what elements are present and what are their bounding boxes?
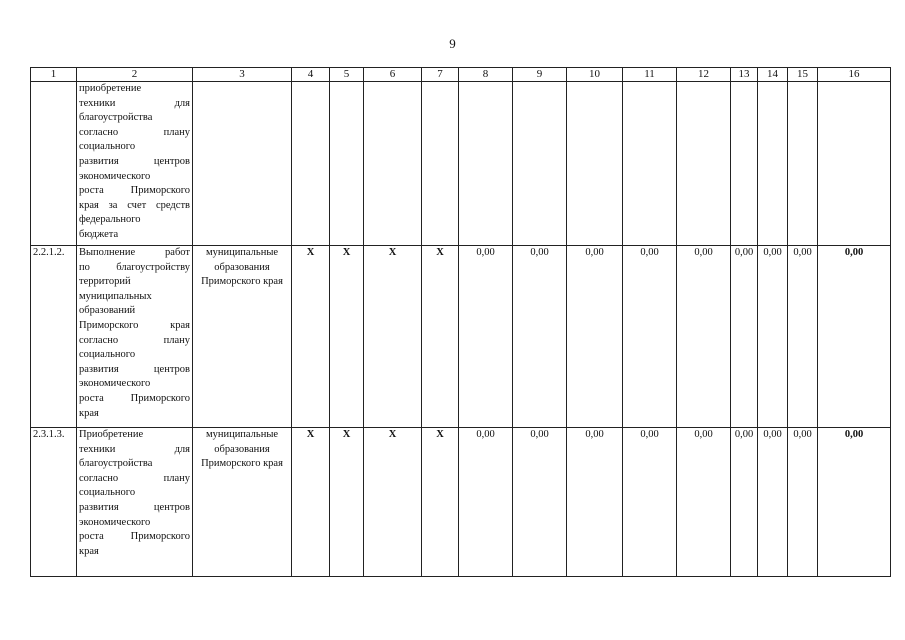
row-code <box>31 82 77 246</box>
total-cell <box>818 82 891 246</box>
x-mark: X <box>292 246 330 428</box>
column-number: 16 <box>818 68 891 82</box>
description-line: экономического <box>79 378 151 390</box>
value-cell <box>459 82 513 246</box>
description-line: по благоустройству <box>79 261 190 273</box>
column-number: 15 <box>788 68 818 82</box>
table-row <box>31 82 891 246</box>
row-executor: муниципальные образования Приморского края <box>193 246 292 428</box>
x-mark <box>422 82 459 246</box>
value-cell: 0,00 <box>731 246 758 428</box>
x-mark <box>364 82 422 246</box>
value-cell: 0,00 <box>567 246 623 428</box>
row-description <box>77 428 193 577</box>
description-line: приобретение <box>79 83 142 94</box>
column-number: 6 <box>364 68 422 82</box>
description-line: Выполнение работ <box>79 247 190 258</box>
description-line: роста Приморского <box>79 531 190 543</box>
description-line: Приобретение <box>79 429 144 440</box>
value-cell: 0,00 <box>459 246 513 428</box>
value-cell: 0,00 <box>677 246 731 428</box>
description-line: роста Приморского <box>79 185 190 197</box>
description-line: Приморского края <box>79 319 190 331</box>
total-cell: 0,00 <box>818 428 891 577</box>
column-number: 11 <box>623 68 677 82</box>
description-line: техники для <box>79 97 190 109</box>
column-number: 13 <box>731 68 758 82</box>
description-line: согласно плану <box>79 472 190 484</box>
value-cell: 0,00 <box>788 428 818 577</box>
value-cell: 0,00 <box>677 428 731 577</box>
description-line: социального <box>79 349 136 361</box>
column-number-row <box>31 68 891 82</box>
column-number: 10 <box>567 68 623 82</box>
value-cell <box>567 82 623 246</box>
description-line: края <box>79 545 99 557</box>
x-mark: X <box>330 246 364 428</box>
value-cell: 0,00 <box>623 246 677 428</box>
description-line: экономического <box>79 516 151 528</box>
value-cell: 0,00 <box>788 246 818 428</box>
value-cell: 0,00 <box>513 246 567 428</box>
description-line: территорий <box>79 276 131 288</box>
description-line: роста Приморского <box>79 392 190 404</box>
column-number: 9 <box>513 68 567 82</box>
column-number: 14 <box>758 68 788 82</box>
description-line: социального <box>79 487 136 499</box>
column-number: 5 <box>330 68 364 82</box>
column-number: 2 <box>77 68 193 82</box>
description-line: согласно плану <box>79 334 190 346</box>
x-mark: X <box>364 246 422 428</box>
row-executor <box>193 82 292 246</box>
value-cell <box>677 82 731 246</box>
value-cell <box>758 82 788 246</box>
column-number: 4 <box>292 68 330 82</box>
description-line: экономического <box>79 170 151 182</box>
column-number: 7 <box>422 68 459 82</box>
page-number: 9 <box>449 36 456 51</box>
value-cell <box>788 82 818 246</box>
x-mark: X <box>422 428 459 577</box>
program-table <box>30 67 891 577</box>
row-executor: муниципальные образования Приморского края <box>193 428 292 577</box>
description-line: края <box>79 407 99 419</box>
x-mark <box>330 82 364 246</box>
value-cell <box>513 82 567 246</box>
description-line: развития центров <box>79 363 190 375</box>
x-mark <box>292 82 330 246</box>
description-line: бюджета <box>79 228 119 240</box>
description-line: техники для <box>79 443 190 455</box>
value-cell: 0,00 <box>731 428 758 577</box>
x-mark: X <box>330 428 364 577</box>
description-line: федерального <box>79 214 141 226</box>
value-cell: 0,00 <box>758 246 788 428</box>
description-line: муниципальных <box>79 290 152 302</box>
column-number: 1 <box>31 68 77 82</box>
row-description <box>77 82 193 246</box>
description-line: социального <box>79 141 136 153</box>
x-mark: X <box>364 428 422 577</box>
row-code: 2.2.1.2. <box>31 246 77 428</box>
value-cell: 0,00 <box>758 428 788 577</box>
table-row <box>31 246 891 428</box>
x-mark: X <box>292 428 330 577</box>
column-number: 8 <box>459 68 513 82</box>
description-line: края за счет средств <box>79 199 190 211</box>
value-cell <box>623 82 677 246</box>
description-line: развития центров <box>79 155 190 167</box>
table-row <box>31 428 891 577</box>
description-line: благоустройства <box>79 458 153 470</box>
column-number: 3 <box>193 68 292 82</box>
row-description <box>77 246 193 428</box>
value-cell: 0,00 <box>567 428 623 577</box>
description-line: образований <box>79 305 136 317</box>
row-code: 2.3.1.3. <box>31 428 77 577</box>
value-cell <box>731 82 758 246</box>
value-cell: 0,00 <box>513 428 567 577</box>
description-line: согласно плану <box>79 126 190 138</box>
column-number: 12 <box>677 68 731 82</box>
value-cell: 0,00 <box>623 428 677 577</box>
total-cell: 0,00 <box>818 246 891 428</box>
x-mark: X <box>422 246 459 428</box>
description-line: благоустройства <box>79 112 153 124</box>
description-line: развития центров <box>79 501 190 513</box>
value-cell: 0,00 <box>459 428 513 577</box>
